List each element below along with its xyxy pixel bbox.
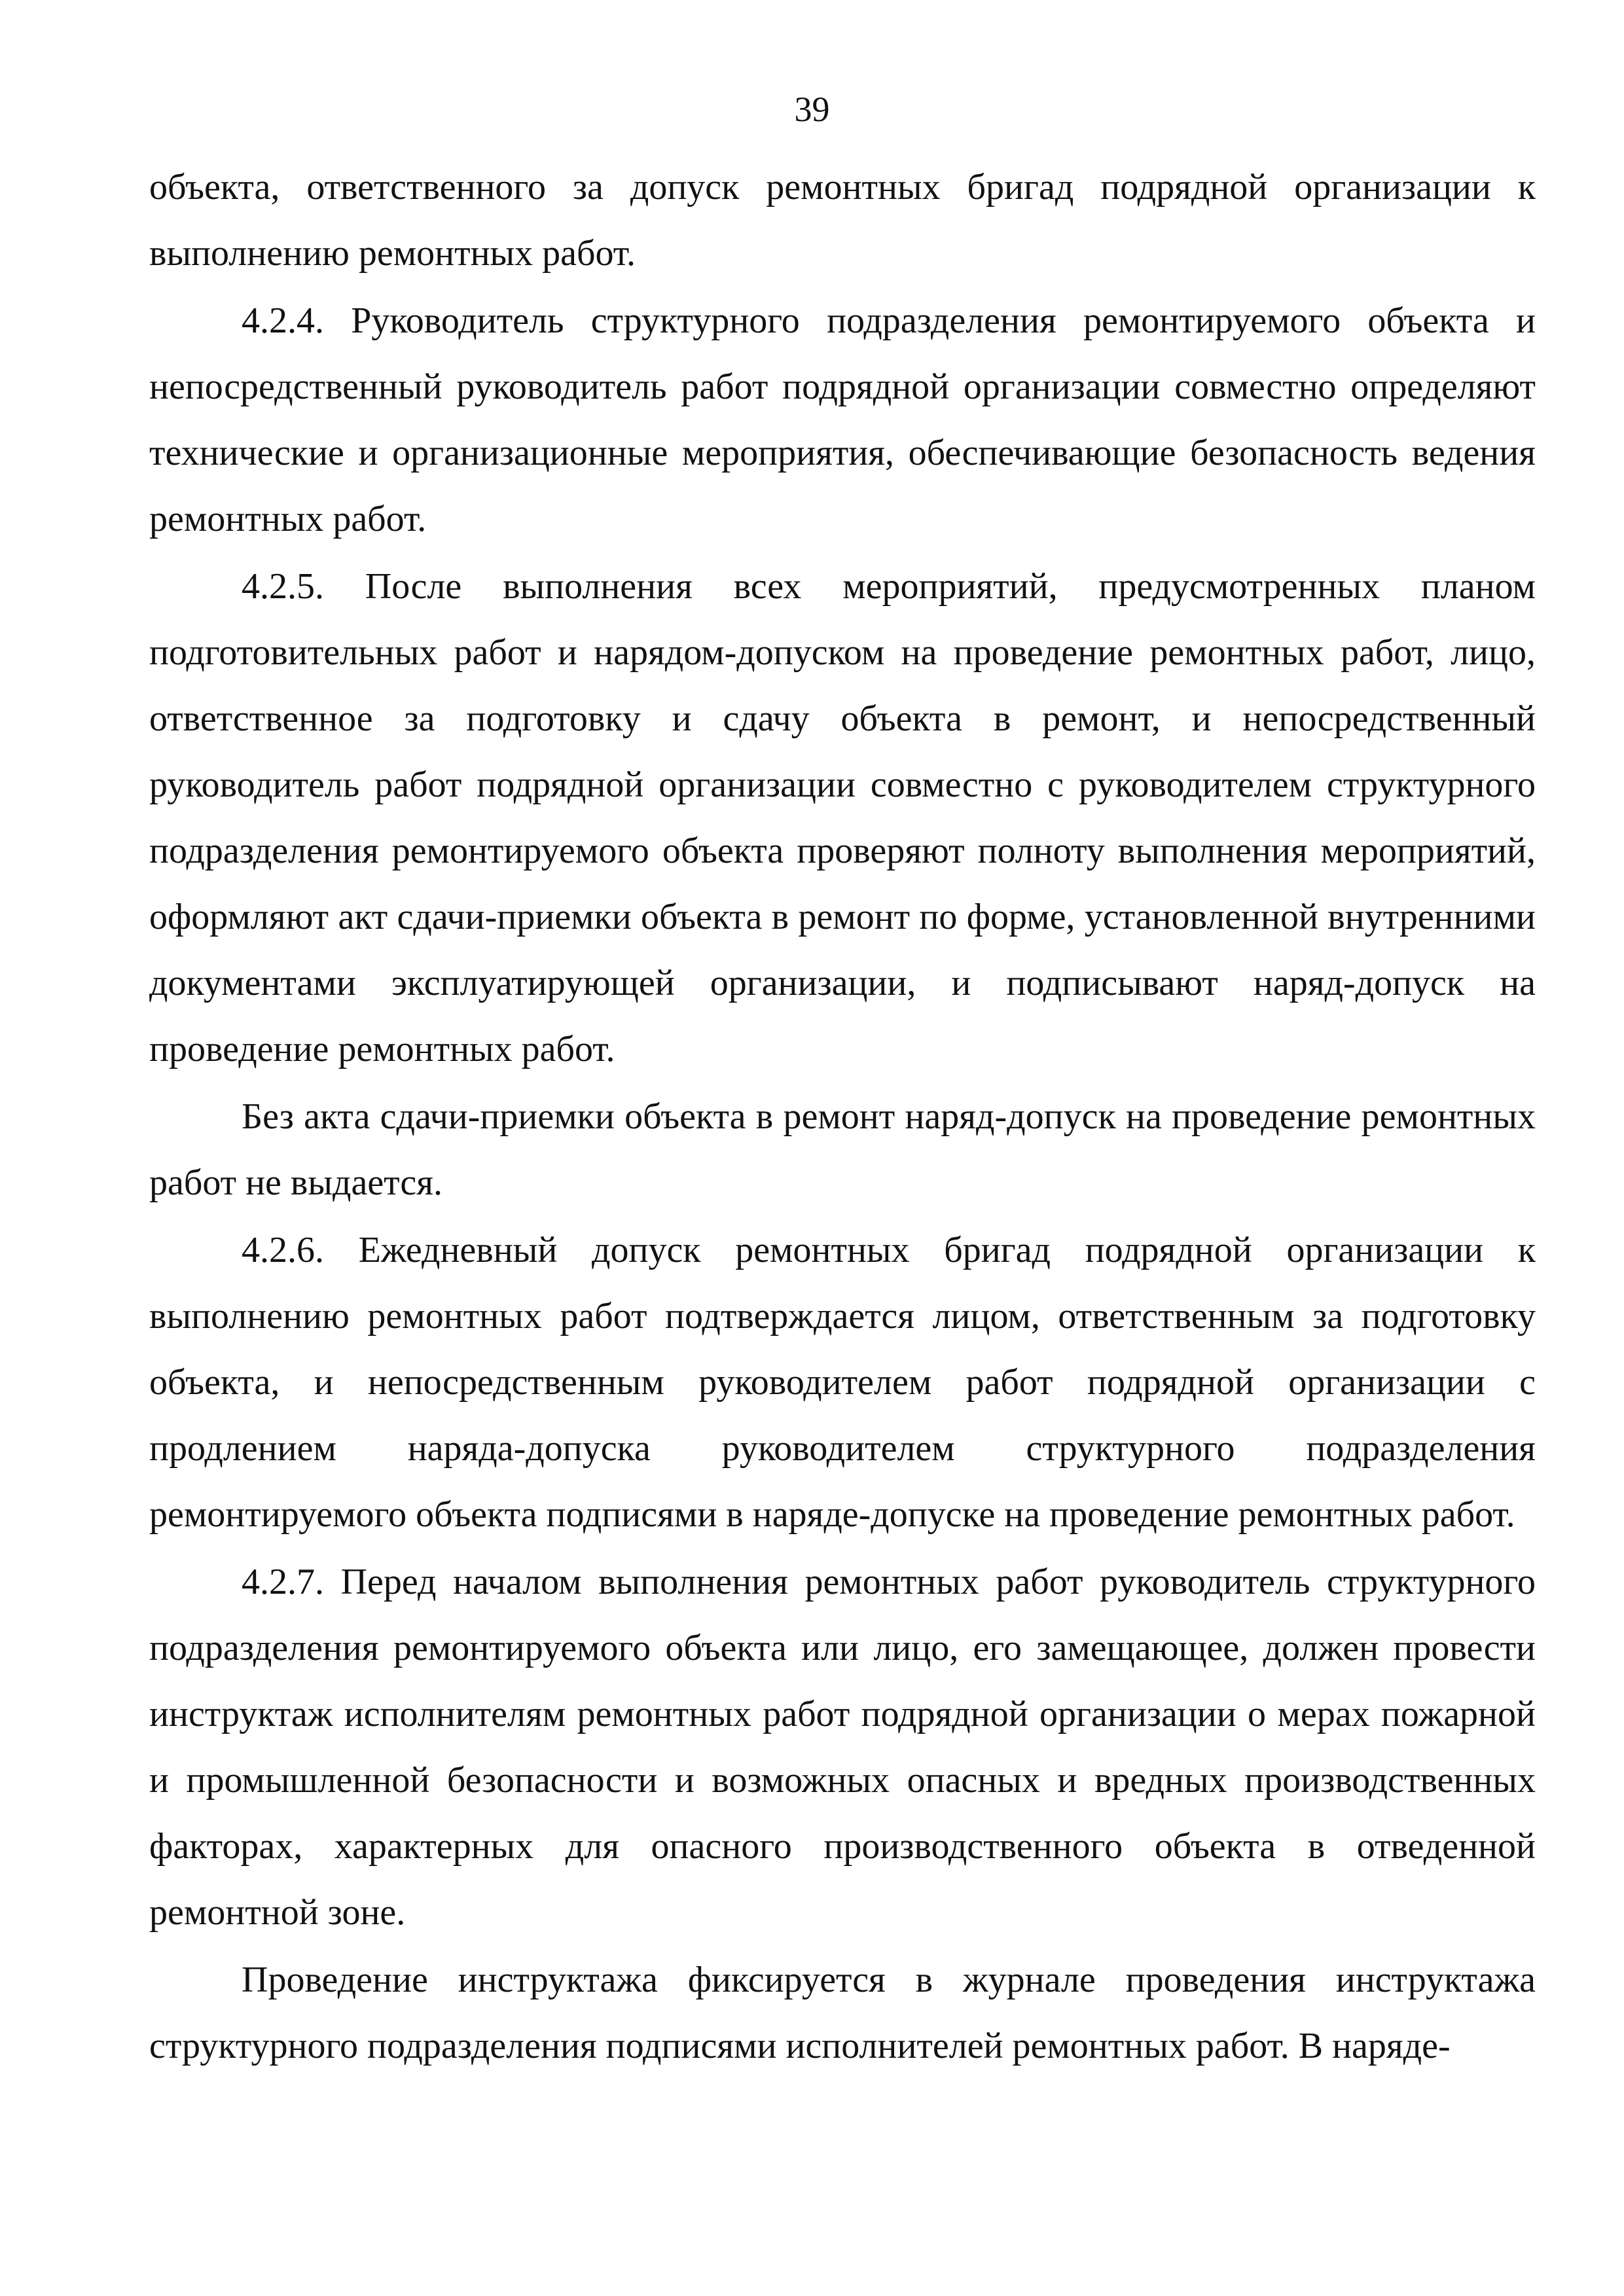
document-body (149, 154, 1536, 2079)
paragraph-4-2-7-note: Проведение инструктажа фиксируется в журнале проведения инструктажа структурного подразделения подписями исполнителей ремонтных работ. В наряде- (149, 1960, 1536, 2066)
page-number: 39 (794, 90, 830, 129)
paragraph-4-2-5: 4.2.5. После выполнения всех мероприятий, предусмотренных планом подготовительных работ и нарядом-допуском на проведение ремонтных работ, лицо, ответственное за подготовку и сдачу объекта в ремонт, и непосредственный руководитель работ подрядной организации совместно с руководителем структурного подразделения ремонтируемого объекта проверяют полноту выполнения мероприятий, оформляют акт сдачи-приемки объекта в ремонт по форме, установленной внутренними документами эксплуатирующей организации, и подписывают наряд-допуск на проведение ремонтных работ. (149, 566, 1536, 1069)
paragraph-continuation: объекта, ответственного за допуск ремонтных бригад подрядной организации к выполнению ремонтных работ. (149, 167, 1536, 274)
paragraph-4-2-5-note: Без акта сдачи-приемки объекта в ремонт наряд-допуск на проведение ремонтных работ не выдается. (149, 1096, 1536, 1203)
paragraph-4-2-6: 4.2.6. Ежедневный допуск ремонтных бригад подрядной организации к выполнению ремонтных работ подтверждается лицом, ответственным за подготовку объекта, и непосредственным руководителем работ подрядной организации с продлением наряда-допуска руководителем структурного подразделения ремонтируемого объекта подписями в наряде-допуске на проведение ремонтных работ. (149, 1230, 1536, 1535)
paragraph-4-2-4: 4.2.4. Руководитель структурного подразделения ремонтируемого объекта и непосредственный руководитель работ подрядной организации совместно определяют технические и организационные мероприятия, обеспечивающие безопасность ведения ремонтных работ. (149, 300, 1536, 539)
paragraph-4-2-7: 4.2.7. Перед началом выполнения ремонтных работ руководитель структурного подразделения ремонтируемого объекта или лицо, его замещающее, должен провести инструктаж исполнителям ремонтных работ подрядной организации о мерах пожарной и промышленной безопасности и возможных опасных и вредных производственных факторах, характерных для опасного производственного объекта в отведенной ремонтной зоне. (149, 1562, 1536, 1933)
